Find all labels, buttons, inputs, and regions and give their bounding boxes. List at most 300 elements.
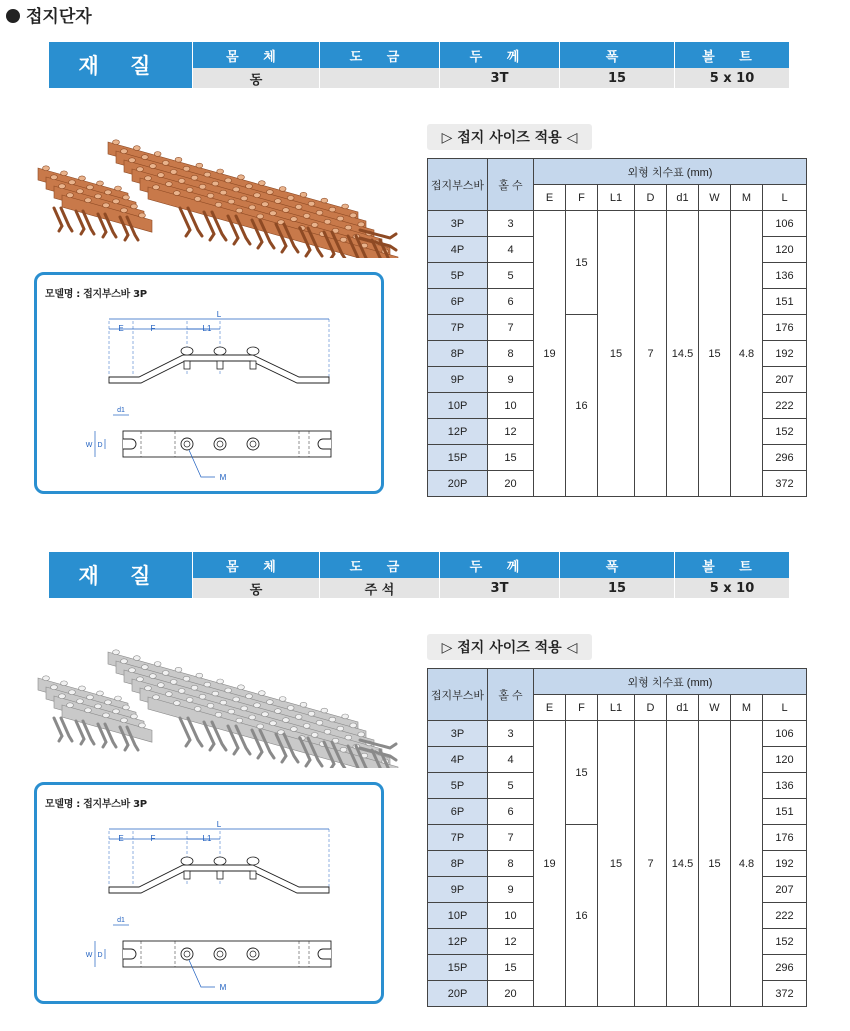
dimension-label-L: L — [216, 310, 222, 319]
bolt-head — [214, 857, 226, 865]
bolt-head — [154, 152, 161, 157]
table-header-row — [428, 159, 807, 185]
bar-top-view — [123, 941, 331, 967]
row-name: 7P — [428, 825, 488, 851]
bolt-head — [350, 723, 357, 728]
cell-F-bottom: 16 — [566, 315, 598, 497]
material-column-label: 몸 체 — [192, 42, 319, 68]
dimension-label-E: E — [118, 834, 124, 843]
bolt-head — [241, 706, 248, 711]
bolt-head — [257, 214, 264, 219]
bolt-shank — [250, 871, 256, 879]
bolt-head — [217, 679, 224, 684]
row-holes: 7 — [488, 315, 534, 341]
cell-L1: 15 — [598, 211, 635, 497]
bolt-head — [303, 214, 310, 219]
bolt-head — [282, 718, 289, 723]
material-column — [439, 42, 559, 88]
bolt-head — [85, 708, 92, 713]
row-holes: 4 — [488, 747, 534, 773]
row-name: 4P — [428, 237, 488, 263]
bolt-head — [215, 712, 222, 717]
bolt-head — [191, 685, 198, 690]
row-name: 12P — [428, 419, 488, 445]
bolt-head — [246, 694, 253, 699]
cell-M: 4.8 — [731, 721, 763, 1007]
drawing-panel — [34, 782, 384, 1004]
bolt-head — [115, 186, 122, 191]
bolt-head — [217, 169, 224, 174]
bolt-shank — [217, 361, 223, 369]
bolt-head — [183, 676, 190, 681]
column-header-holes: 홀 수 — [488, 669, 534, 721]
material-column-value: 3T — [439, 68, 559, 88]
row-name: 3P — [428, 721, 488, 747]
material-column-value: 15 — [559, 578, 674, 598]
bolt-head — [212, 181, 219, 186]
row-L: 136 — [763, 773, 807, 799]
column-header-dim: M — [731, 185, 763, 211]
bolt-head — [220, 190, 227, 195]
material-column — [319, 42, 439, 88]
bolt-shank — [217, 871, 223, 879]
bolt-head — [287, 196, 294, 201]
row-name: 9P — [428, 367, 488, 393]
bolt-shank — [184, 871, 190, 879]
dimension-label-d1: d1 — [117, 407, 125, 414]
row-name: 4P — [428, 747, 488, 773]
column-header-dim: F — [566, 695, 598, 721]
bolt-head — [246, 184, 253, 189]
bolt-head — [225, 178, 232, 183]
bolt-head — [67, 193, 74, 198]
row-holes: 12 — [488, 419, 534, 445]
row-holes: 5 — [488, 773, 534, 799]
bolt-head — [303, 724, 310, 729]
row-L: 192 — [763, 341, 807, 367]
row-L: 120 — [763, 237, 807, 263]
row-L: 372 — [763, 471, 807, 497]
row-L: 151 — [763, 289, 807, 315]
cell-W: 15 — [699, 211, 731, 497]
bolt-head — [311, 733, 318, 738]
bolt-head — [103, 203, 110, 208]
column-header-dimensions: 외형 치수표 (mm) — [534, 159, 807, 185]
bolt-head — [153, 185, 160, 190]
column-header-dim: L — [763, 695, 807, 721]
row-L: 106 — [763, 721, 807, 747]
cell-M: 4.8 — [731, 211, 763, 497]
bolt-head — [95, 704, 102, 709]
row-L: 222 — [763, 903, 807, 929]
cell-d1: 14.5 — [667, 211, 699, 497]
page-title-text: 접지단자 — [26, 7, 92, 27]
cell-W: 15 — [699, 721, 731, 1007]
row-holes: 3 — [488, 721, 534, 747]
product-photo — [30, 628, 405, 768]
material-column-value: 5 x 10 — [674, 578, 789, 598]
row-holes: 6 — [488, 799, 534, 825]
row-name: 9P — [428, 877, 488, 903]
bolt-head — [67, 703, 74, 708]
row-name: 15P — [428, 445, 488, 471]
row-L: 120 — [763, 747, 807, 773]
row-name: 10P — [428, 393, 488, 419]
bolt-head — [196, 673, 203, 678]
material-column — [674, 42, 789, 88]
bolt-head — [123, 705, 130, 710]
bolt-hole-inner — [250, 441, 256, 447]
bolt-head — [87, 695, 94, 700]
bolt-head — [165, 692, 172, 697]
bolt-head — [191, 175, 198, 180]
bolt-head — [85, 198, 92, 203]
row-name: 15P — [428, 955, 488, 981]
column-header-holes: 홀 수 — [488, 159, 534, 211]
bolt-hole-inner — [250, 951, 256, 957]
bolt-head — [274, 709, 281, 714]
material-column-label: 볼 트 — [674, 42, 789, 68]
bolt-head — [51, 175, 58, 180]
bolt-head — [340, 747, 347, 752]
bolt-head — [131, 204, 138, 209]
bolt-head — [199, 184, 206, 189]
bolt-head — [178, 179, 185, 184]
bolt-head — [241, 196, 248, 201]
bolt-head — [329, 717, 336, 722]
bolt-head — [175, 157, 182, 162]
model-label: 모델명 : 접지부스바 3P — [45, 289, 147, 300]
bolt-head — [204, 172, 211, 177]
row-holes: 4 — [488, 237, 534, 263]
row-name: 5P — [428, 263, 488, 289]
dimension-label-W: W — [85, 952, 93, 959]
size-title: ▷ 접지 사이즈 적용 ◁ — [427, 634, 592, 660]
bolt-head — [233, 697, 240, 702]
dimension-label-D: D — [97, 442, 103, 449]
row-L: 136 — [763, 263, 807, 289]
bolt-head — [207, 703, 214, 708]
bolt-head — [350, 213, 357, 218]
material-table — [49, 552, 789, 598]
material-column-label: 두 께 — [439, 42, 559, 68]
dimension-label-D: D — [97, 952, 103, 959]
row-L: 106 — [763, 211, 807, 237]
bolt-head — [157, 173, 164, 178]
material-column-value: 주 석 — [319, 578, 439, 598]
row-L: 176 — [763, 825, 807, 851]
bolt-head — [279, 187, 286, 192]
material-header: 재 질 — [49, 552, 192, 598]
bolt-head — [225, 688, 232, 693]
cell-E: 19 — [534, 721, 566, 1007]
bolt-head — [131, 714, 138, 719]
bolt-head — [194, 197, 201, 202]
bolt-head — [69, 690, 76, 695]
bolt-head — [342, 714, 349, 719]
column-header-name: 접지부스바 — [428, 669, 488, 721]
cell-E: 19 — [534, 211, 566, 497]
cell-d1: 14.5 — [667, 721, 699, 1007]
material-column — [439, 552, 559, 598]
bolt-head — [220, 700, 227, 705]
bolt-head — [300, 702, 307, 707]
bolt-head — [358, 222, 365, 227]
material-column-label: 볼 트 — [674, 552, 789, 578]
bolt-hole-inner — [184, 951, 190, 957]
bolt-head — [162, 671, 169, 676]
row-L: 151 — [763, 799, 807, 825]
row-name: 5P — [428, 773, 488, 799]
bolt-head — [215, 202, 222, 207]
material-column — [319, 552, 439, 598]
row-L: 207 — [763, 367, 807, 393]
dimension-label-M: M — [219, 983, 227, 992]
bolt-head — [316, 720, 323, 725]
bolt-head — [133, 146, 140, 151]
column-header-dim: W — [699, 185, 731, 211]
bolt-head — [340, 237, 347, 242]
bolt-head — [290, 217, 297, 222]
slot-right — [318, 949, 331, 959]
row-L: 207 — [763, 877, 807, 903]
row-holes: 3 — [488, 211, 534, 237]
material-column — [192, 552, 319, 598]
bolt-head — [321, 198, 328, 203]
product-photo — [30, 118, 405, 258]
bolt-head — [170, 170, 177, 175]
material-column — [674, 552, 789, 598]
row-holes: 9 — [488, 367, 534, 393]
bolt-head — [279, 697, 286, 702]
bolt-head — [228, 709, 235, 714]
bolt-head — [337, 216, 344, 221]
bolt-head — [308, 711, 315, 716]
bolt-head — [133, 656, 140, 661]
bolt-head — [183, 166, 190, 171]
bolt-head — [249, 715, 256, 720]
bolt-head — [79, 686, 86, 691]
row-L: 296 — [763, 955, 807, 981]
bolt-head — [121, 718, 128, 723]
dimension-label-L: L — [216, 820, 222, 829]
bolt-head — [257, 724, 264, 729]
table-row — [428, 211, 807, 237]
bolt-head — [238, 175, 245, 180]
column-header-dim: d1 — [667, 695, 699, 721]
bolt-head — [236, 718, 243, 723]
row-name: 12P — [428, 929, 488, 955]
bolt-head — [270, 211, 277, 216]
bolt-shank — [250, 361, 256, 369]
row-L: 192 — [763, 851, 807, 877]
material-column-value: 동 — [192, 578, 319, 598]
bolt-head — [212, 691, 219, 696]
size-table — [427, 158, 807, 497]
bolt-head — [173, 701, 180, 706]
bolt-head — [282, 208, 289, 213]
bolt-head — [139, 213, 146, 218]
bolt-head — [290, 727, 297, 732]
bar-top-view — [123, 431, 331, 457]
cell-D: 7 — [635, 721, 667, 1007]
cell-D: 7 — [635, 211, 667, 497]
bolt-head — [228, 199, 235, 204]
bolt-head — [358, 732, 365, 737]
bolt-head — [262, 202, 269, 207]
column-header-dim: W — [699, 695, 731, 721]
row-name: 6P — [428, 799, 488, 825]
row-name: 10P — [428, 903, 488, 929]
column-header-dim: D — [635, 185, 667, 211]
material-column-label: 도 금 — [319, 42, 439, 68]
row-L: 296 — [763, 445, 807, 471]
column-header-dim: L — [763, 185, 807, 211]
material-column-label: 두 께 — [439, 552, 559, 578]
bolt-head — [123, 195, 130, 200]
bolt-head — [266, 700, 273, 705]
bolt-head — [258, 691, 265, 696]
row-holes: 8 — [488, 851, 534, 877]
row-holes: 12 — [488, 929, 534, 955]
bolt-head — [105, 190, 112, 195]
bolt-head — [194, 707, 201, 712]
bolt-head — [154, 662, 161, 667]
bolt-head — [137, 167, 144, 172]
slot-right — [318, 439, 331, 449]
dimension-label-M: M — [219, 473, 227, 482]
bolt-head — [97, 691, 104, 696]
technical-drawing — [37, 275, 387, 497]
bolt-head — [238, 685, 245, 690]
bolt-head — [204, 682, 211, 687]
material-column-value: 5 x 10 — [674, 68, 789, 88]
dimension-label-E: E — [118, 324, 124, 333]
slot-left — [123, 949, 136, 959]
row-name: 7P — [428, 315, 488, 341]
bolt-head — [295, 715, 302, 720]
bolt-head — [324, 219, 331, 224]
bolt-head — [274, 199, 281, 204]
bolt-head — [345, 735, 352, 740]
bolt-head — [69, 180, 76, 185]
material-table — [49, 42, 789, 88]
bolt-hole-inner — [217, 951, 223, 957]
row-name: 8P — [428, 851, 488, 877]
bolt-head — [157, 683, 164, 688]
bolt-head — [247, 857, 259, 865]
bolt-head — [173, 191, 180, 196]
bolt-head — [311, 223, 318, 228]
bolt-head — [115, 696, 122, 701]
bolt-head — [170, 680, 177, 685]
bolt-head — [145, 176, 152, 181]
material-column-value: 동 — [192, 68, 319, 88]
column-header-dim: M — [731, 695, 763, 721]
bolt-head — [153, 695, 160, 700]
bolt-head — [121, 149, 128, 154]
bolt-head — [324, 729, 331, 734]
slot-left — [123, 439, 136, 449]
model-label: 모델명 : 접지부스바 3P — [45, 799, 147, 810]
bolt-head — [236, 208, 243, 213]
bolt-head — [186, 698, 193, 703]
row-name: 3P — [428, 211, 488, 237]
material-column-label: 폭 — [559, 552, 674, 578]
bolt-head — [137, 677, 144, 682]
row-holes: 15 — [488, 955, 534, 981]
row-holes: 20 — [488, 981, 534, 1007]
bolt-head — [254, 703, 261, 708]
bolt-head — [113, 709, 120, 714]
bolt-head — [342, 204, 349, 209]
column-header-dim: d1 — [667, 185, 699, 211]
material-column-label: 도 금 — [319, 552, 439, 578]
bolt-head — [258, 181, 265, 186]
row-holes: 9 — [488, 877, 534, 903]
column-header-dimensions: 외형 치수표 (mm) — [534, 669, 807, 695]
cell-F-bottom: 16 — [566, 825, 598, 1007]
material-column — [192, 42, 319, 88]
size-table — [427, 668, 807, 1007]
row-L: 372 — [763, 981, 807, 1007]
column-header-dim: D — [635, 695, 667, 721]
bolt-head — [162, 161, 169, 166]
bolt-head — [295, 205, 302, 210]
table-header-row — [428, 669, 807, 695]
bolt-head — [254, 193, 261, 198]
bolt-head — [43, 676, 50, 681]
bolt-head — [121, 208, 128, 213]
bolt-head — [87, 185, 94, 190]
bolt-hole-inner — [217, 441, 223, 447]
bolt-head — [186, 188, 193, 193]
row-L: 222 — [763, 393, 807, 419]
dimension-label-L1: L1 — [202, 324, 212, 333]
bolt-head — [59, 694, 66, 699]
size-title: ▷ 접지 사이즈 적용 ◁ — [427, 124, 592, 150]
material-header: 재 질 — [49, 42, 192, 88]
bolt-head — [77, 699, 84, 704]
column-header-dim: E — [534, 185, 566, 211]
column-header-dim: L1 — [598, 695, 635, 721]
fork-terminal — [54, 208, 72, 231]
bolt-head — [51, 685, 58, 690]
row-holes: 10 — [488, 903, 534, 929]
material-column-value: 3T — [439, 578, 559, 598]
bolt-head — [103, 713, 110, 718]
dimension-label-F: F — [150, 324, 156, 333]
row-name: 20P — [428, 471, 488, 497]
bolt-head — [337, 726, 344, 731]
column-header-dim: F — [566, 185, 598, 211]
row-name: 6P — [428, 289, 488, 315]
bolt-head — [61, 681, 68, 686]
row-L: 152 — [763, 419, 807, 445]
bolt-head — [97, 181, 104, 186]
bolt-head — [175, 667, 182, 672]
product-section — [0, 0, 850, 500]
bolt-head — [181, 857, 193, 865]
row-holes: 8 — [488, 341, 534, 367]
bolt-head — [300, 192, 307, 197]
bolt-head — [149, 674, 156, 679]
bolt-head — [214, 347, 226, 355]
dimension-label-F: F — [150, 834, 156, 843]
row-holes: 10 — [488, 393, 534, 419]
row-L: 152 — [763, 929, 807, 955]
row-holes: 5 — [488, 263, 534, 289]
